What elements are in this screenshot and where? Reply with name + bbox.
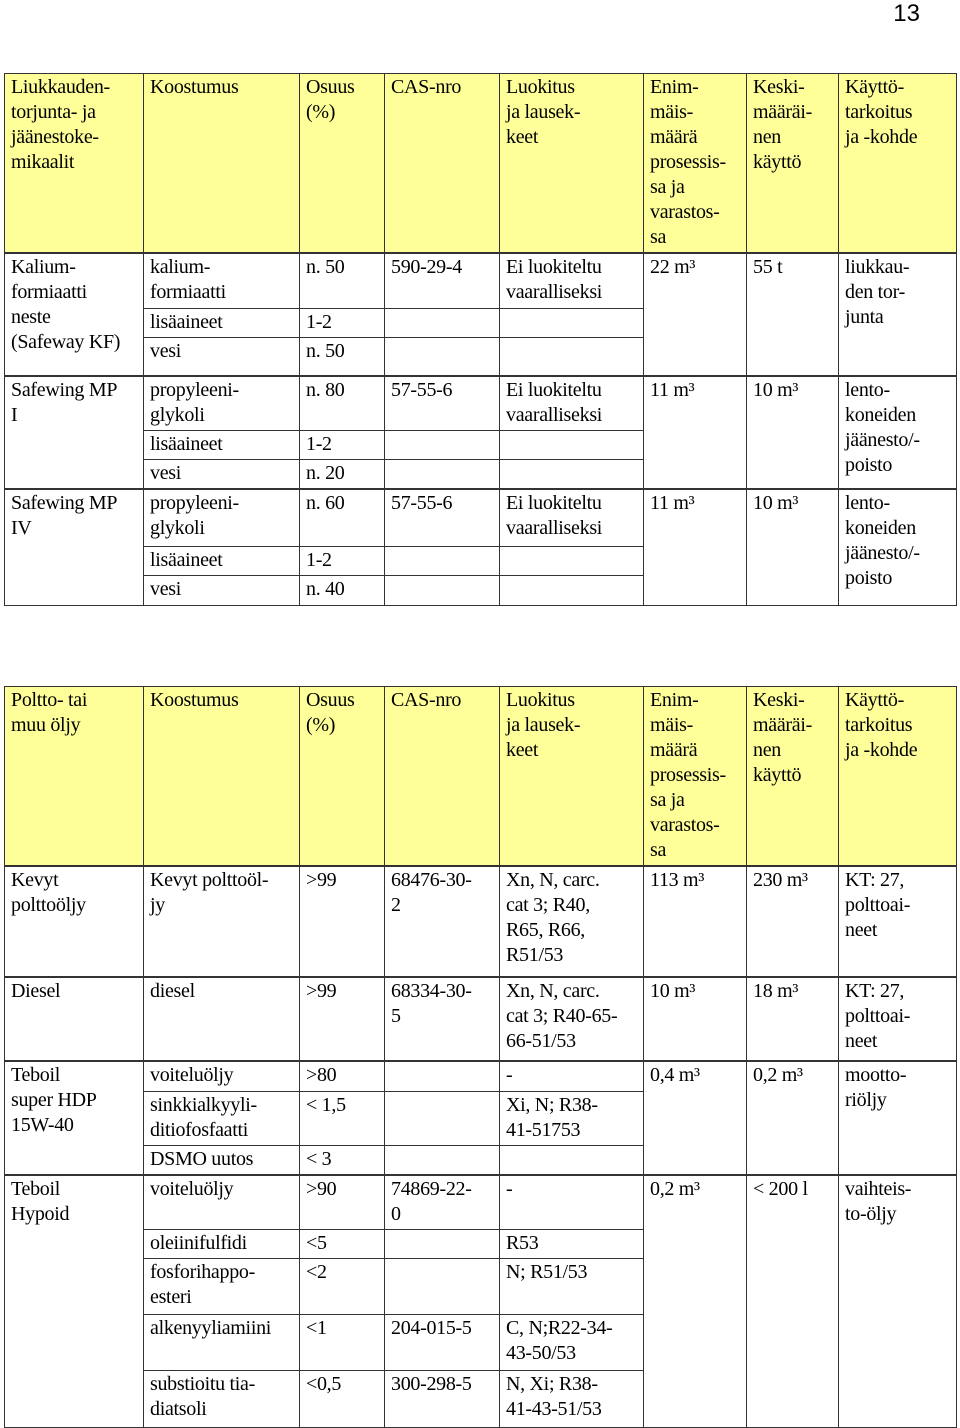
cas-number-cell bbox=[385, 1091, 500, 1145]
max-amount-cell: 0,4 m³ bbox=[644, 1061, 747, 1175]
average-use-cell: 10 m³ bbox=[747, 489, 839, 605]
share-cell: n. 80 bbox=[300, 376, 385, 431]
table-row bbox=[5, 489, 957, 546]
share-cell: 1-2 bbox=[300, 546, 385, 575]
share-cell: >90 bbox=[300, 1175, 385, 1230]
column-header: Luokitus ja lausek- keet bbox=[500, 74, 644, 254]
cas-number-cell: 590-29-4 bbox=[385, 253, 500, 308]
classification-cell: N, Xi; R38- 41-43-51/53 bbox=[500, 1370, 644, 1427]
component-cell: sinkkialkyyli- ditiofosfaatti bbox=[144, 1091, 300, 1145]
share-cell: <5 bbox=[300, 1229, 385, 1258]
column-header: CAS-nro bbox=[385, 687, 500, 867]
cas-number-cell bbox=[385, 1229, 500, 1258]
component-cell: voiteluöljy bbox=[144, 1061, 300, 1091]
component-cell: fosforihappo- esteri bbox=[144, 1258, 300, 1314]
average-use-cell: 10 m³ bbox=[747, 376, 839, 489]
average-use-cell: 0,2 m³ bbox=[747, 1061, 839, 1175]
component-cell: vesi bbox=[144, 337, 300, 376]
table-row bbox=[5, 376, 957, 431]
classification-cell: Xi, N; R38- 41-51753 bbox=[500, 1091, 644, 1145]
classification-cell: - bbox=[500, 1175, 644, 1230]
share-cell: n. 50 bbox=[300, 337, 385, 376]
column-header: CAS-nro bbox=[385, 74, 500, 254]
share-cell: >99 bbox=[300, 866, 385, 977]
cas-number-cell: 68476-30- 2 bbox=[385, 866, 500, 977]
average-use-cell: 230 m³ bbox=[747, 866, 839, 977]
classification-cell bbox=[500, 308, 644, 337]
component-cell: lisäaineet bbox=[144, 546, 300, 575]
component-cell: voiteluöljy bbox=[144, 1175, 300, 1230]
classification-cell: C, N;R22-34- 43-50/53 bbox=[500, 1314, 644, 1370]
cas-number-cell: 57-55-6 bbox=[385, 489, 500, 546]
classification-cell bbox=[500, 431, 644, 460]
table-row bbox=[5, 866, 957, 977]
cas-number-cell bbox=[385, 460, 500, 490]
column-header: Koostumus bbox=[144, 74, 300, 254]
component-cell: lisäaineet bbox=[144, 431, 300, 460]
classification-cell: Ei luokiteltu vaaralliseksi bbox=[500, 376, 644, 431]
share-cell: 1-2 bbox=[300, 431, 385, 460]
product-name: Diesel bbox=[5, 977, 144, 1061]
column-header: Käyttö- tarkoitus ja -kohde bbox=[839, 687, 957, 867]
share-cell: >99 bbox=[300, 977, 385, 1061]
classification-cell: N; R51/53 bbox=[500, 1258, 644, 1314]
component-cell: vesi bbox=[144, 460, 300, 490]
column-header: Keski- määräi- nen käyttö bbox=[747, 687, 839, 867]
cas-number-cell bbox=[385, 1145, 500, 1175]
cas-number-cell: 300-298-5 bbox=[385, 1370, 500, 1427]
column-header: Luokitus ja lausek- keet bbox=[500, 687, 644, 867]
component-cell: lisäaineet bbox=[144, 308, 300, 337]
cas-number-cell bbox=[385, 308, 500, 337]
average-use-cell: 55 t bbox=[747, 253, 839, 376]
share-cell: n. 40 bbox=[300, 575, 385, 605]
purpose-cell: vaihteis- to-öljy bbox=[839, 1175, 957, 1428]
cas-number-cell bbox=[385, 431, 500, 460]
average-use-cell: 18 m³ bbox=[747, 977, 839, 1061]
share-cell: <2 bbox=[300, 1258, 385, 1314]
product-name: Safewing MP IV bbox=[5, 489, 144, 605]
purpose-cell: KT: 27, polttoai- neet bbox=[839, 977, 957, 1061]
table-row bbox=[5, 977, 957, 1061]
header-row bbox=[5, 74, 957, 254]
component-cell: kalium- formiaatti bbox=[144, 253, 300, 308]
component-cell: propyleeni- glykoli bbox=[144, 489, 300, 546]
purpose-cell: lento- koneiden jäänesto/- poisto bbox=[839, 489, 957, 605]
component-cell: substioitu tia- diatsoli bbox=[144, 1370, 300, 1427]
cas-number-cell: 57-55-6 bbox=[385, 376, 500, 431]
component-cell: DSMO uutos bbox=[144, 1145, 300, 1175]
column-header: Poltto- tai muu öljy bbox=[5, 687, 144, 867]
column-header: Käyttö- tarkoitus ja -kohde bbox=[839, 74, 957, 254]
product-name: Teboil super HDP 15W-40 bbox=[5, 1061, 144, 1175]
classification-cell: Ei luokiteltu vaaralliseksi bbox=[500, 253, 644, 308]
column-header: Enim- mäis- määrä prosessis- sa ja varastos- sa bbox=[644, 74, 747, 254]
classification-cell bbox=[500, 1145, 644, 1175]
cas-number-cell: 74869-22- 0 bbox=[385, 1175, 500, 1230]
share-cell: 1-2 bbox=[300, 308, 385, 337]
share-cell: <1 bbox=[300, 1314, 385, 1370]
classification-cell bbox=[500, 460, 644, 490]
classification-cell: R53 bbox=[500, 1229, 644, 1258]
component-cell: vesi bbox=[144, 575, 300, 605]
max-amount-cell: 0,2 m³ bbox=[644, 1175, 747, 1428]
component-cell: propyleeni- glykoli bbox=[144, 376, 300, 431]
cas-number-cell bbox=[385, 575, 500, 605]
purpose-cell: liukkau- den tor- junta bbox=[839, 253, 957, 376]
fuel-oil-table bbox=[4, 686, 957, 1428]
classification-cell: Ei luokiteltu vaaralliseksi bbox=[500, 489, 644, 546]
classification-cell: - bbox=[500, 1061, 644, 1091]
column-header: Osuus (%) bbox=[300, 687, 385, 867]
max-amount-cell: 11 m³ bbox=[644, 489, 747, 605]
cas-number-cell bbox=[385, 1061, 500, 1091]
cas-number-cell bbox=[385, 546, 500, 575]
purpose-cell: mootto- riöljy bbox=[839, 1061, 957, 1175]
classification-cell bbox=[500, 575, 644, 605]
table-row bbox=[5, 253, 957, 308]
purpose-cell: lento- koneiden jäänesto/- poisto bbox=[839, 376, 957, 489]
classification-cell bbox=[500, 337, 644, 376]
column-header: Keski- määräi- nen käyttö bbox=[747, 74, 839, 254]
component-cell: alkenyyliamiini bbox=[144, 1314, 300, 1370]
product-name: Kalium- formiaatti neste (Safeway KF) bbox=[5, 253, 144, 376]
column-header: Liukkauden- torjunta- ja jäänestoke- mikaalit bbox=[5, 74, 144, 254]
product-name: Teboil Hypoid bbox=[5, 1175, 144, 1428]
classification-cell: Xn, N, carc. cat 3; R40, R65, R66, R51/53 bbox=[500, 866, 644, 977]
component-cell: Kevyt polttoöl- jy bbox=[144, 866, 300, 977]
column-header: Osuus (%) bbox=[300, 74, 385, 254]
page-number: 13 bbox=[893, 0, 920, 27]
component-cell: oleiinifulfidi bbox=[144, 1229, 300, 1258]
max-amount-cell: 22 m³ bbox=[644, 253, 747, 376]
share-cell: < 1,5 bbox=[300, 1091, 385, 1145]
product-name: Kevyt polttoöljy bbox=[5, 866, 144, 977]
column-header: Koostumus bbox=[144, 687, 300, 867]
header-row bbox=[5, 687, 957, 867]
table-row bbox=[5, 1175, 957, 1230]
column-header: Enim- mäis- määrä prosessis- sa ja varastos- sa bbox=[644, 687, 747, 867]
max-amount-cell: 10 m³ bbox=[644, 977, 747, 1061]
share-cell: >80 bbox=[300, 1061, 385, 1091]
max-amount-cell: 11 m³ bbox=[644, 376, 747, 489]
share-cell: < 3 bbox=[300, 1145, 385, 1175]
share-cell: n. 20 bbox=[300, 460, 385, 490]
average-use-cell: < 200 l bbox=[747, 1175, 839, 1428]
cas-number-cell bbox=[385, 1258, 500, 1314]
purpose-cell: KT: 27, polttoai- neet bbox=[839, 866, 957, 977]
cas-number-cell: 68334-30- 5 bbox=[385, 977, 500, 1061]
share-cell: n. 60 bbox=[300, 489, 385, 546]
product-name: Safewing MP I bbox=[5, 376, 144, 489]
classification-cell: Xn, N, carc. cat 3; R40-65- 66-51/53 bbox=[500, 977, 644, 1061]
cas-number-cell: 204-015-5 bbox=[385, 1314, 500, 1370]
table-row bbox=[5, 1061, 957, 1091]
share-cell: n. 50 bbox=[300, 253, 385, 308]
component-cell: diesel bbox=[144, 977, 300, 1061]
share-cell: <0,5 bbox=[300, 1370, 385, 1427]
cas-number-cell bbox=[385, 337, 500, 376]
classification-cell bbox=[500, 546, 644, 575]
max-amount-cell: 113 m³ bbox=[644, 866, 747, 977]
deicing-chemicals-table bbox=[4, 73, 957, 606]
